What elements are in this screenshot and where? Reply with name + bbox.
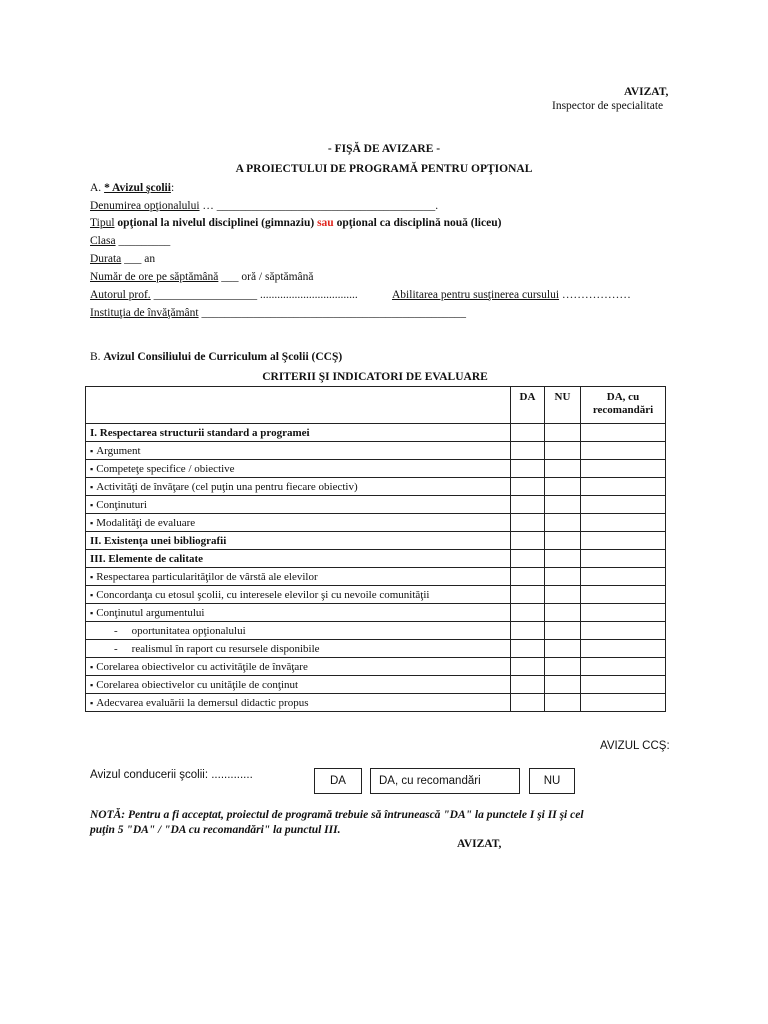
criterion-label: ▪ Argument <box>86 442 511 460</box>
section-da-rec-cell <box>581 532 666 550</box>
answer-da-rec-cell[interactable] <box>581 676 666 694</box>
answer-da-cell[interactable] <box>511 460 545 478</box>
answer-da-rec-cell[interactable] <box>581 658 666 676</box>
criterion-label: ▪ Adecvarea evaluării la demersul didactic propus <box>86 694 511 712</box>
criterion-label: ▪ Corelarea obiectivelor cu activităţile de învăţare <box>86 658 511 676</box>
answer-da-cell[interactable] <box>511 694 545 712</box>
answer-nu-cell[interactable] <box>545 640 581 658</box>
criterion-label: ▪ Conţinutul argumentului <box>86 604 511 622</box>
table-row <box>86 442 666 460</box>
criterion-label: ▪ Concordanţa cu etosul şcolii, cu interesele elevilor şi cu nevoile comunităţii <box>86 586 511 604</box>
table-section-row <box>86 550 666 568</box>
answer-da-cell[interactable] <box>511 514 545 532</box>
answer-da-rec-cell[interactable] <box>581 496 666 514</box>
header-nu: NU <box>545 387 581 424</box>
answer-da-rec-cell[interactable] <box>581 514 666 532</box>
answer-da-cell[interactable] <box>511 676 545 694</box>
criteria-table <box>85 386 666 712</box>
field-clasa: Clasa _________ <box>90 235 171 247</box>
answer-da-cell[interactable] <box>511 586 545 604</box>
table-row <box>86 658 666 676</box>
aviz-conducerii-label: Avizul conducerii şcolii: ............. <box>90 769 253 781</box>
answer-da-rec-cell[interactable] <box>581 586 666 604</box>
answer-da-cell[interactable] <box>511 478 545 496</box>
criterion-label: - realismul în raport cu resursele disponibile <box>86 640 511 658</box>
section-da-cell <box>511 550 545 568</box>
answer-da-rec-cell[interactable] <box>581 478 666 496</box>
header-da: DA <box>511 387 545 424</box>
section-da-rec-cell <box>581 550 666 568</box>
option-da-rec-box[interactable]: DA, cu recomandări <box>370 768 520 794</box>
inspector-label: Inspector de specialitate <box>552 100 664 112</box>
table-section-row <box>86 424 666 442</box>
field-institutia: Instituţia de învăţământ ______________________________________________ <box>90 307 466 319</box>
answer-nu-cell[interactable] <box>545 658 581 676</box>
header-da-rec: DA, cu recomandări <box>581 387 666 424</box>
answer-nu-cell[interactable] <box>545 478 581 496</box>
criterion-label: ▪ Competeţe specifice / obiective <box>86 460 511 478</box>
answer-da-cell[interactable] <box>511 568 545 586</box>
answer-da-rec-cell[interactable] <box>581 604 666 622</box>
table-section-row <box>86 532 666 550</box>
field-numar-ore: Număr de ore pe săptămână ___ oră / săptămână <box>90 271 314 283</box>
answer-da-cell[interactable] <box>511 622 545 640</box>
section-da-cell <box>511 424 545 442</box>
avizat-footer: AVIZAT, <box>457 838 502 850</box>
criterion-label: ▪ Respectarea particularităţilor de vârstă ale elevilor <box>86 568 511 586</box>
answer-da-rec-cell[interactable] <box>581 568 666 586</box>
answer-da-rec-cell[interactable] <box>581 622 666 640</box>
section-b-heading: B. Avizul Consiliului de Curriculum al Şcolii (CCŞ) <box>90 351 343 363</box>
answer-nu-cell[interactable] <box>545 460 581 478</box>
answer-da-rec-cell[interactable] <box>581 460 666 478</box>
section-nu-cell <box>545 424 581 442</box>
table-row <box>86 496 666 514</box>
field-autorul: Autorul prof. __________________ .................................. <box>90 289 358 301</box>
answer-da-cell[interactable] <box>511 658 545 676</box>
field-abilitarea: Abilitarea pentru susţinerea cursului ……………… <box>392 289 631 301</box>
table-row <box>86 676 666 694</box>
answer-da-cell[interactable] <box>511 442 545 460</box>
table-row <box>86 514 666 532</box>
nota-line-1: NOTĂ: Pentru a fi acceptat, proiectul de programă trebuie să întrunească "DA" la punctele I şi II şi cel <box>90 809 584 821</box>
table-row <box>86 604 666 622</box>
criterion-label: ▪ Corelarea obiectivelor cu unităţile de conţinut <box>86 676 511 694</box>
answer-da-cell[interactable] <box>511 640 545 658</box>
table-row <box>86 568 666 586</box>
table-row <box>86 622 666 640</box>
criterion-label: II. Existenţa unei bibliografii <box>86 532 511 550</box>
answer-da-cell[interactable] <box>511 604 545 622</box>
table-header-row <box>86 387 666 424</box>
answer-da-rec-cell[interactable] <box>581 640 666 658</box>
answer-nu-cell[interactable] <box>545 496 581 514</box>
table-row <box>86 586 666 604</box>
nota-line-2: puţin 5 "DA" / "DA cu recomandări" la punctul III. <box>90 824 341 836</box>
field-tipul: Tipul opţional la nivelul disciplinei (gimnaziu) sau opţional ca disciplină nouă (liceu) <box>90 217 502 229</box>
avizat-header: AVIZAT, <box>624 86 669 98</box>
criterion-label: ▪ Conţinuturi <box>86 496 511 514</box>
answer-nu-cell[interactable] <box>545 622 581 640</box>
aviz-ccs-label: AVIZUL CCŞ: <box>600 740 670 752</box>
table-row <box>86 640 666 658</box>
section-da-cell <box>511 532 545 550</box>
criterion-label: I. Respectarea structurii standard a programei <box>86 424 511 442</box>
criterion-label: ▪ Activităţi de învăţare (cel puţin una pentru fiecare obiectiv) <box>86 478 511 496</box>
answer-nu-cell[interactable] <box>545 514 581 532</box>
option-da-box[interactable]: DA <box>314 768 362 794</box>
doc-title: - FIŞĂ DE AVIZARE - <box>327 143 441 155</box>
section-da-rec-cell <box>581 424 666 442</box>
doc-subtitle: A PROIECTULUI DE PROGRAMĂ PENTRU OPŢIONAL <box>235 163 533 175</box>
table-row <box>86 694 666 712</box>
criterion-label: ▪ Modalităţi de evaluare <box>86 514 511 532</box>
option-nu-box[interactable]: NU <box>529 768 575 794</box>
section-nu-cell <box>545 550 581 568</box>
section-a-heading: A. * Avizul şcolii: <box>90 182 175 194</box>
answer-nu-cell[interactable] <box>545 586 581 604</box>
answer-da-rec-cell[interactable] <box>581 694 666 712</box>
answer-da-rec-cell[interactable] <box>581 442 666 460</box>
answer-nu-cell[interactable] <box>545 694 581 712</box>
field-denumirea: Denumirea opţionalului … ______________________________________. <box>90 200 439 212</box>
criteria-table-title: CRITERII ŞI INDICATORI DE EVALUARE <box>262 371 488 383</box>
criterion-label: III. Elemente de calitate <box>86 550 511 568</box>
answer-da-cell[interactable] <box>511 496 545 514</box>
table-row <box>86 460 666 478</box>
answer-nu-cell[interactable] <box>545 442 581 460</box>
field-durata: Durata ___ an <box>90 253 156 265</box>
answer-nu-cell[interactable] <box>545 568 581 586</box>
table-row <box>86 478 666 496</box>
header-criteria-cell <box>86 387 511 424</box>
section-nu-cell <box>545 532 581 550</box>
answer-nu-cell[interactable] <box>545 676 581 694</box>
answer-nu-cell[interactable] <box>545 604 581 622</box>
criterion-label: - oportunitatea opţionalului <box>86 622 511 640</box>
